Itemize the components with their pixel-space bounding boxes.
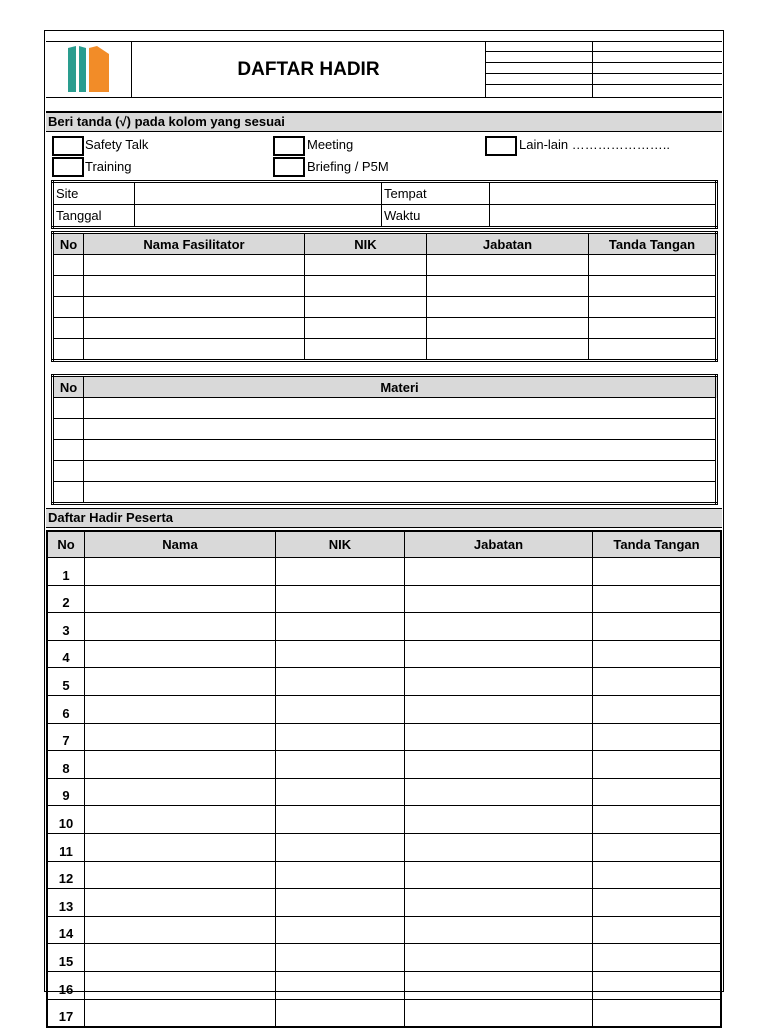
table-row	[53, 482, 717, 504]
nama-cell[interactable]	[85, 751, 276, 779]
tanda-tangan-cell[interactable]	[593, 916, 722, 944]
tanda-tangan-cell[interactable]	[593, 585, 722, 613]
waktu-field[interactable]	[490, 205, 717, 228]
nik-cell[interactable]	[305, 339, 427, 361]
table-row	[47, 999, 721, 1027]
nik-cell[interactable]	[276, 613, 405, 641]
nama-fasilitator-cell[interactable]	[84, 339, 305, 361]
peserta-section-title: Daftar Hadir Peserta	[46, 508, 722, 528]
nama-cell[interactable]	[85, 613, 276, 641]
row-number: 1	[47, 558, 85, 586]
peserta-table	[46, 530, 722, 1028]
table-row	[47, 695, 721, 723]
col-no: No	[53, 376, 84, 398]
tanda-tangan-cell[interactable]	[593, 640, 722, 668]
jabatan-cell[interactable]	[405, 971, 593, 999]
jabatan-cell[interactable]	[427, 339, 589, 361]
table-row	[47, 558, 721, 586]
jabatan-cell[interactable]	[405, 751, 593, 779]
table-row	[47, 944, 721, 972]
training-checkbox[interactable]	[52, 157, 84, 177]
row-number: 8	[47, 751, 85, 779]
tanda-tangan-cell[interactable]	[593, 723, 722, 751]
no-cell[interactable]	[53, 339, 84, 361]
top-spacer-row	[46, 32, 722, 42]
no-cell[interactable]	[53, 461, 84, 482]
table-row	[47, 833, 721, 861]
row-number: 10	[47, 806, 85, 834]
nik-cell[interactable]	[276, 751, 405, 779]
no-cell[interactable]	[53, 276, 84, 297]
row-number: 13	[47, 889, 85, 917]
document-meta-grid	[486, 42, 722, 98]
materi-cell[interactable]	[84, 419, 717, 440]
tanda-tangan-cell[interactable]	[593, 971, 722, 999]
table-row	[53, 255, 717, 276]
row-number: 9	[47, 778, 85, 806]
table-row	[53, 276, 717, 297]
tanda-tangan-cell[interactable]	[593, 778, 722, 806]
tanda-tangan-cell[interactable]	[593, 751, 722, 779]
training-label: Training	[85, 159, 132, 174]
no-cell[interactable]	[53, 419, 84, 440]
jabatan-cell[interactable]	[405, 558, 593, 586]
site-label: Site	[53, 182, 135, 205]
jabatan-cell[interactable]	[405, 778, 593, 806]
jabatan-cell[interactable]	[405, 999, 593, 1027]
nik-cell[interactable]	[276, 916, 405, 944]
table-row	[47, 668, 721, 696]
jabatan-cell[interactable]	[405, 916, 593, 944]
nama-cell[interactable]	[85, 833, 276, 861]
nama-cell[interactable]	[85, 723, 276, 751]
nama-fasilitator-cell[interactable]	[84, 318, 305, 339]
col-nik: NIK	[305, 233, 427, 255]
tanda-tangan-cell[interactable]	[589, 276, 717, 297]
waktu-label: Waktu	[382, 205, 490, 228]
nik-cell[interactable]	[276, 806, 405, 834]
tanggal-field[interactable]	[135, 205, 382, 228]
table-row	[47, 778, 721, 806]
site-field[interactable]	[135, 182, 382, 205]
instruction-bar: Beri tanda (√) pada kolom yang sesuai	[46, 112, 722, 132]
jabatan-cell[interactable]	[405, 723, 593, 751]
nama-cell[interactable]	[85, 999, 276, 1027]
jabatan-cell[interactable]	[405, 585, 593, 613]
tanda-tangan-cell[interactable]	[593, 558, 722, 586]
company-logo-icon	[46, 42, 132, 98]
row-number: 5	[47, 668, 85, 696]
nama-cell[interactable]	[85, 695, 276, 723]
row-number: 4	[47, 640, 85, 668]
col-nama: Nama	[85, 531, 276, 558]
tanggal-label: Tanggal	[53, 205, 135, 228]
no-cell[interactable]	[53, 297, 84, 318]
table-row	[53, 461, 717, 482]
no-cell[interactable]	[53, 440, 84, 461]
materi-cell[interactable]	[84, 398, 717, 419]
nik-cell[interactable]	[276, 558, 405, 586]
jabatan-cell[interactable]	[405, 668, 593, 696]
row-number: 14	[47, 916, 85, 944]
jabatan-cell[interactable]	[405, 640, 593, 668]
col-no: No	[53, 233, 84, 255]
table-row	[47, 916, 721, 944]
tanda-tangan-cell[interactable]	[593, 806, 722, 834]
nama-cell[interactable]	[85, 916, 276, 944]
safety-talk-label: Safety Talk	[85, 137, 149, 152]
facilitator-table	[51, 231, 718, 362]
table-row	[47, 806, 721, 834]
nik-cell[interactable]	[276, 999, 405, 1027]
nik-cell[interactable]	[276, 778, 405, 806]
table-row	[53, 339, 717, 361]
jabatan-cell[interactable]	[405, 613, 593, 641]
tempat-field[interactable]	[490, 182, 717, 205]
table-row	[47, 889, 721, 917]
table-row	[47, 971, 721, 999]
nama-fasilitator-cell[interactable]	[84, 276, 305, 297]
nik-cell[interactable]	[276, 889, 405, 917]
tanda-tangan-cell[interactable]	[593, 944, 722, 972]
col-no: No	[47, 531, 85, 558]
materi-cell[interactable]	[84, 440, 717, 461]
nik-cell[interactable]	[276, 723, 405, 751]
nama-fasilitator-cell[interactable]	[84, 255, 305, 276]
nama-cell[interactable]	[85, 668, 276, 696]
table-row	[47, 861, 721, 889]
jabatan-cell[interactable]	[427, 318, 589, 339]
row-number: 7	[47, 723, 85, 751]
tanda-tangan-cell[interactable]	[593, 695, 722, 723]
page-title: DAFTAR HADIR	[132, 42, 486, 98]
tanda-tangan-cell[interactable]	[589, 297, 717, 318]
meeting-checkbox[interactable]	[273, 136, 305, 156]
nama-cell[interactable]	[85, 778, 276, 806]
nik-cell[interactable]	[276, 833, 405, 861]
nik-cell[interactable]	[276, 695, 405, 723]
jabatan-cell[interactable]	[405, 695, 593, 723]
row-number: 6	[47, 695, 85, 723]
nama-fasilitator-cell[interactable]	[84, 297, 305, 318]
lain-lain-checkbox[interactable]	[485, 136, 517, 156]
table-row	[53, 419, 717, 440]
col-nik: NIK	[276, 531, 405, 558]
table-row	[53, 440, 717, 461]
nama-cell[interactable]	[85, 889, 276, 917]
table-row	[53, 297, 717, 318]
tanda-tangan-cell[interactable]	[593, 668, 722, 696]
nik-cell[interactable]	[276, 585, 405, 613]
row-number: 16	[47, 971, 85, 999]
table-row	[53, 318, 717, 339]
nik-cell[interactable]	[305, 276, 427, 297]
tanda-tangan-cell[interactable]	[593, 889, 722, 917]
nik-cell[interactable]	[305, 255, 427, 276]
nama-cell[interactable]	[85, 806, 276, 834]
row-number: 17	[47, 999, 85, 1027]
col-jabatan: Jabatan	[427, 233, 589, 255]
tanda-tangan-cell[interactable]	[593, 833, 722, 861]
row-number: 3	[47, 613, 85, 641]
row-number: 12	[47, 861, 85, 889]
briefing-checkbox[interactable]	[273, 157, 305, 177]
nik-cell[interactable]	[276, 668, 405, 696]
logo-cell	[46, 42, 132, 98]
nik-cell[interactable]	[276, 640, 405, 668]
col-materi: Materi	[84, 376, 717, 398]
tanda-tangan-cell[interactable]	[589, 255, 717, 276]
nik-cell[interactable]	[305, 318, 427, 339]
table-row	[47, 751, 721, 779]
jabatan-cell[interactable]	[405, 889, 593, 917]
col-tanda-tangan: Tanda Tangan	[593, 531, 722, 558]
no-cell[interactable]	[53, 318, 84, 339]
nik-cell[interactable]	[276, 861, 405, 889]
nama-cell[interactable]	[85, 944, 276, 972]
no-cell[interactable]	[53, 482, 84, 504]
meeting-label: Meeting	[307, 137, 354, 152]
briefing-label: Briefing / P5M	[307, 159, 389, 174]
tanda-tangan-cell[interactable]	[593, 861, 722, 889]
table-row	[47, 640, 721, 668]
materi-cell[interactable]	[84, 461, 717, 482]
nik-cell[interactable]	[276, 971, 405, 999]
tanda-tangan-cell[interactable]	[589, 318, 717, 339]
tempat-label: Tempat	[382, 182, 490, 205]
nik-cell[interactable]	[305, 297, 427, 318]
col-nama-fasilitator: Nama Fasilitator	[84, 233, 305, 255]
table-row	[47, 723, 721, 751]
nama-cell[interactable]	[85, 861, 276, 889]
row-number: 2	[47, 585, 85, 613]
jabatan-cell[interactable]	[405, 833, 593, 861]
materi-cell[interactable]	[84, 482, 717, 504]
table-row	[47, 585, 721, 613]
nama-cell[interactable]	[85, 640, 276, 668]
tanda-tangan-cell[interactable]	[593, 999, 722, 1027]
safety-talk-checkbox[interactable]	[52, 136, 84, 156]
no-cell[interactable]	[53, 398, 84, 419]
nik-cell[interactable]	[276, 944, 405, 972]
row-number: 15	[47, 944, 85, 972]
no-cell[interactable]	[53, 255, 84, 276]
row-number: 11	[47, 833, 85, 861]
jabatan-cell[interactable]	[405, 861, 593, 889]
table-row	[47, 613, 721, 641]
spacer-row	[46, 98, 722, 112]
info-table	[51, 180, 718, 229]
col-jabatan: Jabatan	[405, 531, 593, 558]
materi-table	[51, 374, 718, 505]
jabatan-cell[interactable]	[427, 255, 589, 276]
jabatan-cell[interactable]	[427, 297, 589, 318]
tanda-tangan-cell[interactable]	[589, 339, 717, 361]
col-tanda-tangan: Tanda Tangan	[589, 233, 717, 255]
nama-cell[interactable]	[85, 971, 276, 999]
tanda-tangan-cell[interactable]	[593, 613, 722, 641]
jabatan-cell[interactable]	[405, 806, 593, 834]
table-row	[53, 398, 717, 419]
nama-cell[interactable]	[85, 558, 276, 586]
lain-lain-label: Lain-lain …………………..	[519, 137, 670, 152]
jabatan-cell[interactable]	[427, 276, 589, 297]
jabatan-cell[interactable]	[405, 944, 593, 972]
nama-cell[interactable]	[85, 585, 276, 613]
